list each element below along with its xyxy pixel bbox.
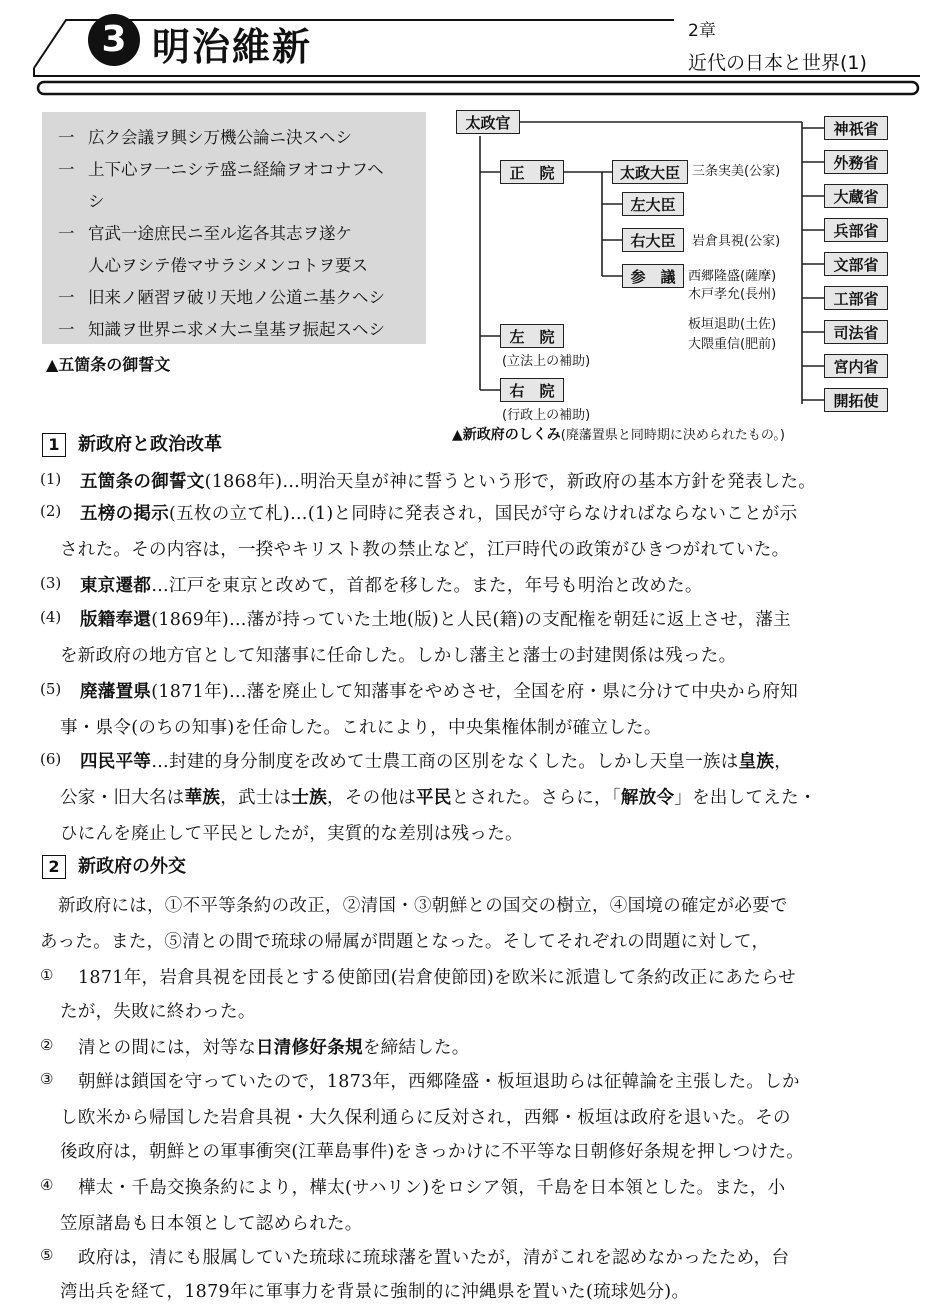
sangi-person: 木戸孝允(長州) xyxy=(688,287,777,302)
section-2-title: 新政府の外交 xyxy=(78,856,186,877)
text-run: 湾出兵を経て，1879年に軍事力を背景に強制的に沖縄県を置いた(琉球処分)。 xyxy=(60,1282,690,1302)
sangi-box: 参 議 xyxy=(622,264,684,288)
text-run: 」を出してえた・ xyxy=(674,788,817,808)
section-2-heading xyxy=(42,852,186,879)
oath-line xyxy=(58,220,352,244)
text-run: 1871年，岩倉具視を団長とする使節団(岩倉使節団)を欧米に派遣して条約改正にあたらせ xyxy=(78,968,797,988)
oath-text: 旧来ノ陋習ヲ破リ天地ノ公道ニ基クヘシ xyxy=(88,288,385,307)
text-run: 清との間には，対等な xyxy=(78,1038,256,1058)
oath-dash: 一 xyxy=(58,224,75,243)
government-org-chart xyxy=(452,110,922,440)
oath-line xyxy=(58,252,368,276)
uin-note: (行政上の補助) xyxy=(502,408,591,423)
ministry-box: 文部省 xyxy=(824,252,888,276)
page-header xyxy=(0,0,934,100)
text-run: を新政府の地方官として知藩事に任命した。しかし藩主と藩士の封建関係は残った。 xyxy=(60,646,737,666)
text-run: 後政府は，朝鮮との軍事衝突(江華島事件)をきっかけに不平等な日朝修好条規を押しつけた。 xyxy=(60,1142,805,1162)
ministry-box: 宮内省 xyxy=(824,354,888,378)
intro-line xyxy=(40,928,769,953)
ministry-box: 外務省 xyxy=(824,150,888,174)
org-caption-note: (廃藩置県と同時期に決められたもの。) xyxy=(560,428,785,443)
oath-dash: 一 xyxy=(58,160,75,179)
oath-text: シ xyxy=(88,192,105,211)
item-number: ⑤ xyxy=(40,1246,54,1264)
item-line xyxy=(78,1244,789,1269)
item-line xyxy=(78,1034,470,1059)
daijin-person: 三条実美(公家) xyxy=(692,164,781,179)
text-run: 政府は，清にも服属していた琉球に琉球藩を置いたが，清がこれを認めなかったため，台 xyxy=(78,1248,790,1268)
key-term: 東京遷都 xyxy=(80,576,152,596)
oath-text: 官武一途庶民ニ至ル迄各其志ヲ遂ケ xyxy=(88,224,352,243)
item-number: (4) xyxy=(40,608,62,626)
oath-text-box xyxy=(42,112,426,344)
item-number: ① xyxy=(40,966,54,984)
item-line xyxy=(80,606,791,631)
item-number: (2) xyxy=(40,502,62,520)
sain-box: 左 院 xyxy=(500,324,564,348)
text-run: 笠原諸島も日本領として認められた。 xyxy=(60,1214,363,1234)
sain-note: (立法上の補助) xyxy=(502,354,591,369)
text-run: (五枚の立て札)…(1)と同時に発表され，国民が守らなければならないことが示 xyxy=(169,504,798,524)
sangi-person: 板垣退助(土佐) xyxy=(688,317,777,332)
text-run: ひにんを廃止して平民としたが，実質的な差別は残った。 xyxy=(60,824,523,844)
oath-text: 上下心ヲ一ニシテ盛ニ経綸ヲオコナフヘ xyxy=(88,160,384,179)
item-line xyxy=(60,1278,689,1303)
oath-text: 知識ヲ世界ニ求メ大ニ皇基ヲ振起スヘシ xyxy=(88,320,385,339)
text-run: …江戸を東京と改めて，首都を移した。また，年号も明治と改めた。 xyxy=(151,576,703,596)
section-1-number: 1 xyxy=(42,433,66,457)
item-line xyxy=(80,678,798,703)
item-line xyxy=(60,714,662,739)
item-line xyxy=(60,998,256,1023)
oath-text: 広ク会議ヲ興シ万機公論ニ決スヘシ xyxy=(88,128,352,147)
item-number: ② xyxy=(40,1036,54,1054)
chapter-subtitle: 近代の日本と世界(1) xyxy=(688,52,867,74)
daijokan-minister-box: 太政大臣 xyxy=(612,160,688,184)
udaijin-box: 右大臣 xyxy=(622,228,684,252)
intro-line xyxy=(58,892,788,917)
item-line xyxy=(78,1068,800,1093)
item-number: ③ xyxy=(40,1070,54,1088)
section-2-number: 2 xyxy=(42,855,66,879)
item-line xyxy=(60,1104,791,1129)
text-run: 事・県令(のちの知事)を任命した。これにより，中央集権体制が確立した。 xyxy=(60,718,662,738)
ministry-box: 開拓使 xyxy=(824,388,888,412)
text-run: たが，失敗に終わった。 xyxy=(60,1002,256,1022)
oath-line xyxy=(58,156,384,180)
item-number: (3) xyxy=(40,574,62,592)
item-line xyxy=(80,468,816,493)
seiin-box: 正 院 xyxy=(500,160,564,184)
item-line xyxy=(60,536,789,561)
key-term: 平民 xyxy=(416,788,452,808)
item-number: (5) xyxy=(40,680,62,698)
text-run: …封建的身分制度を改めて士農工商の区別をなくした。しかし天皇一族は xyxy=(151,752,739,772)
item-line xyxy=(60,642,736,667)
key-term: 五箇条の御誓文 xyxy=(80,472,205,492)
key-term: 四民平等 xyxy=(80,752,152,772)
text-run: ，武士は xyxy=(220,788,292,808)
oath-line xyxy=(58,284,385,308)
oath-dash: 一 xyxy=(58,128,75,147)
ministry-box: 大蔵省 xyxy=(824,184,888,208)
item-line xyxy=(80,500,797,525)
org-chart-caption xyxy=(452,424,785,444)
key-term: 士族 xyxy=(291,788,328,808)
item-number: ④ xyxy=(40,1176,54,1194)
ministry-box: 司法省 xyxy=(824,320,888,344)
text-run: (1868年)…明治天皇が神に誓うという形で，新政府の基本方針を発表した。 xyxy=(204,472,817,492)
item-line xyxy=(60,820,523,845)
oath-line xyxy=(58,316,385,340)
text-run: (1871年)…藩を廃止して知藩事をやめさせ，全国を府・県に分けて中央から府知 xyxy=(151,682,799,702)
text-run: 新政府には，①不平等条約の改正，②清国・③朝鮮との国交の樹立，④国境の確定が必要で xyxy=(58,896,788,916)
text-run: 公家・旧大名は xyxy=(60,788,185,808)
text-run: 朝鮮は鎖国を守っていたので，1873年，西郷隆盛・板垣退助らは征韓論を主張した。しか xyxy=(78,1072,800,1092)
item-line xyxy=(80,748,792,773)
text-run: し欧米から帰国した岩倉具視・大久保利通らに反対され，西郷・板垣は政府を退いた。その xyxy=(60,1108,791,1128)
key-term: 廃藩置県 xyxy=(80,682,152,702)
key-term: 五榜の掲示 xyxy=(80,504,169,524)
chapter-number-badge: 3 xyxy=(88,14,140,66)
oath-dash: 一 xyxy=(58,320,75,339)
sadaijin-box: 左大臣 xyxy=(622,192,684,216)
text-run: を締結した。 xyxy=(362,1038,470,1058)
text-run: (1869年)…藩が持っていた土地(版)と人民(籍)の支配権を朝廷に返上させ，藩主 xyxy=(151,610,791,630)
text-run: ，その他は xyxy=(327,788,417,808)
section-1-title: 新政府と政治改革 xyxy=(78,434,222,455)
text-run: された。その内容は，一揆やキリスト教の禁止など，江戸時代の政策がひきつがれていた。 xyxy=(60,540,790,560)
page-title: 明治維新 xyxy=(152,25,313,69)
sangi-person: 大隈重信(肥前) xyxy=(688,337,777,352)
text-run: あった。また，⑤清との間で琉球の帰属が問題となった。そしてそれぞれの問題に対して， xyxy=(40,932,770,952)
uin-box: 右 院 xyxy=(500,378,564,402)
item-number: (1) xyxy=(40,470,62,488)
text-run: ， xyxy=(774,752,793,772)
item-line xyxy=(78,964,796,989)
item-line xyxy=(60,1138,804,1163)
item-line xyxy=(78,1174,785,1199)
ministry-box: 神祇省 xyxy=(824,116,888,140)
oath-line xyxy=(58,124,352,148)
item-line xyxy=(60,1210,363,1235)
ministry-box: 工部省 xyxy=(824,286,888,310)
sangi-person: 西郷隆盛(薩摩) xyxy=(688,269,777,284)
ministry-box: 兵部省 xyxy=(824,218,888,242)
udaijin-person: 岩倉具視(公家) xyxy=(692,234,781,249)
chapter-label: 2章 xyxy=(688,21,716,41)
oath-dash: 一 xyxy=(58,288,75,307)
text-run: とされた。さらに，「 xyxy=(451,788,621,808)
key-term: 日清修好条規 xyxy=(256,1038,363,1058)
item-line xyxy=(80,572,703,597)
oath-text: 人心ヲシテ倦マサラシメンコトヲ要ス xyxy=(88,256,369,275)
key-term: 版籍奉還 xyxy=(80,610,152,630)
key-term: 華族 xyxy=(184,788,221,808)
section-1-heading xyxy=(42,430,222,457)
oath-caption: ▲五箇条の御誓文 xyxy=(46,355,171,374)
key-term: 皇族 xyxy=(738,752,775,772)
text-run: 樺太・千島交換条約により，樺太(サハリン)をロシア領，千島を日本領とした。また，小 xyxy=(78,1178,786,1198)
key-term: 解放令 xyxy=(620,788,675,808)
oath-line xyxy=(58,188,105,212)
item-line xyxy=(60,784,817,809)
org-caption-title: ▲新政府のしくみ xyxy=(452,427,561,443)
item-number: (6) xyxy=(40,750,62,768)
dajokan-box: 太政官 xyxy=(456,110,520,134)
